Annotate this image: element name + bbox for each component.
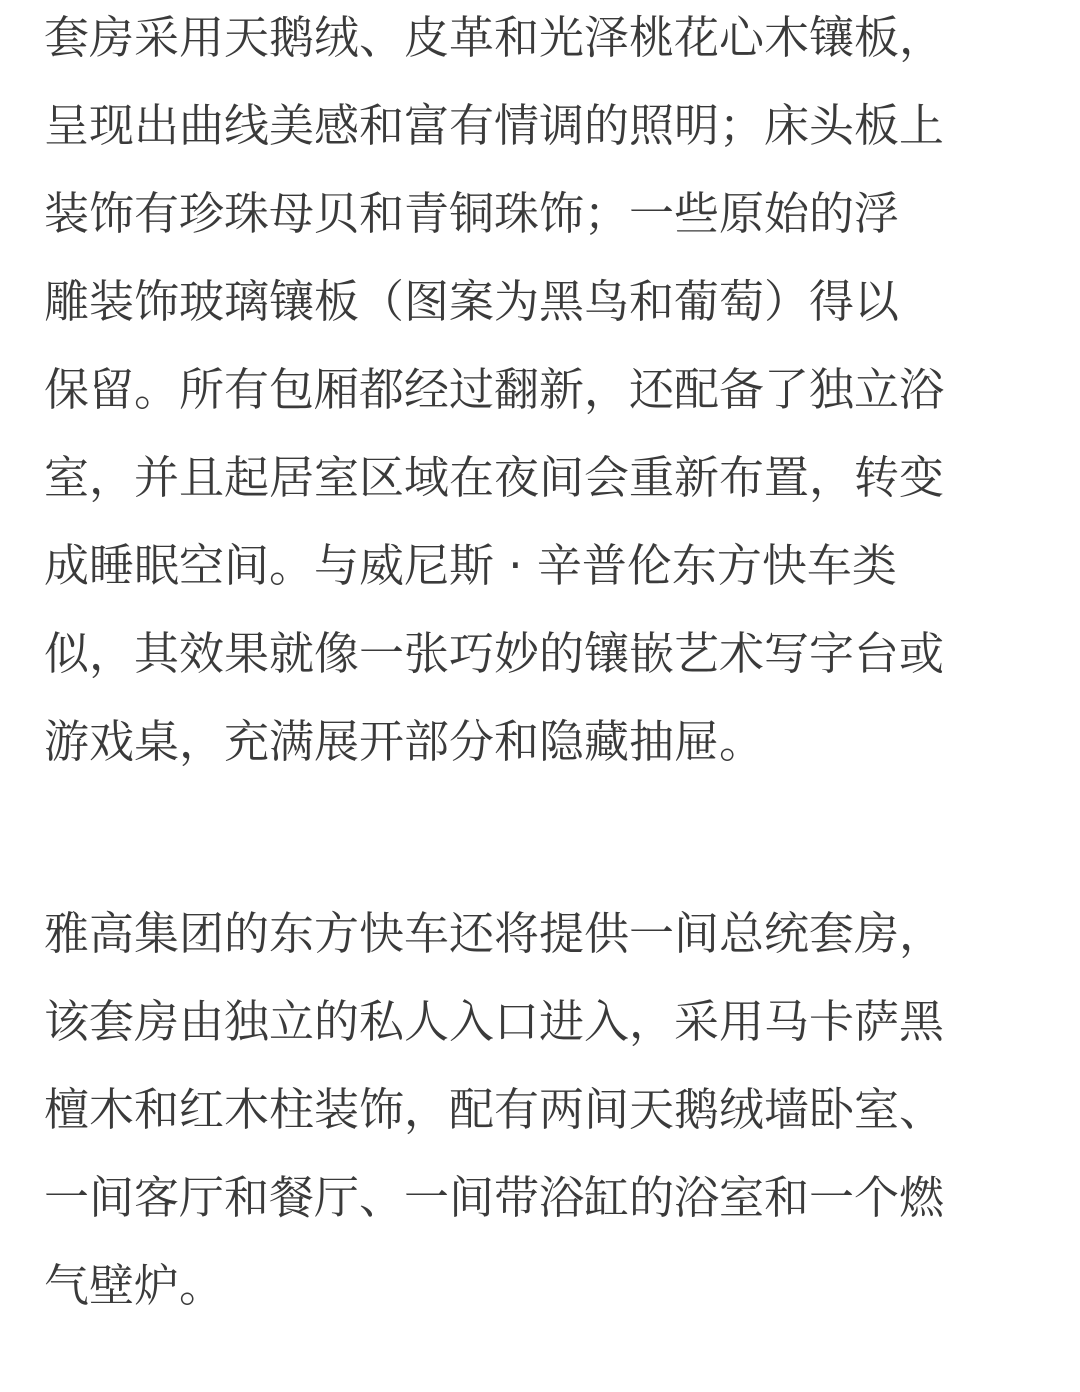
text-line: 成睡眠空间。与威尼斯 · 辛普伦东方快车类 — [44, 539, 897, 592]
text-line: 呈现出曲线美感和富有情调的照明；床头板上 — [44, 99, 945, 152]
text-line: 游戏桌，充满展开部分和隐藏抽屉。 — [44, 715, 765, 768]
text-line: 保留。所有包厢都经过翻新，还配备了独立浴 — [44, 363, 945, 416]
text-line: 套房采用天鹅绒、皮革和光泽桃花心木镶板， — [44, 11, 945, 64]
text-line: 檀木和红木柱装饰，配有两间天鹅绒墙卧室、 — [44, 1083, 945, 1136]
text-line: 雕装饰玻璃镶板（图案为黑鸟和葡萄）得以 — [44, 275, 900, 328]
text-line: 一间客厅和餐厅、一间带浴缸的浴室和一个燃 — [44, 1171, 945, 1224]
text-line: 室，并且起居室区域在夜间会重新布置，转变 — [44, 451, 945, 504]
text-line: 装饰有珍珠母贝和青铜珠饰；一些原始的浮 — [44, 187, 900, 240]
text-line: 该套房由独立的私人入口进入，采用马卡萨黑 — [44, 995, 945, 1048]
paragraph-suite-description — [44, 0, 944, 786]
text-line: 气壁炉。 — [44, 1259, 225, 1312]
text-line: 似，其效果就像一张巧妙的镶嵌艺术写字台或 — [44, 627, 945, 680]
text-line: 雅高集团的东方快车还将提供一间总统套房， — [44, 907, 945, 960]
paragraph-presidential-suite — [44, 890, 944, 1330]
